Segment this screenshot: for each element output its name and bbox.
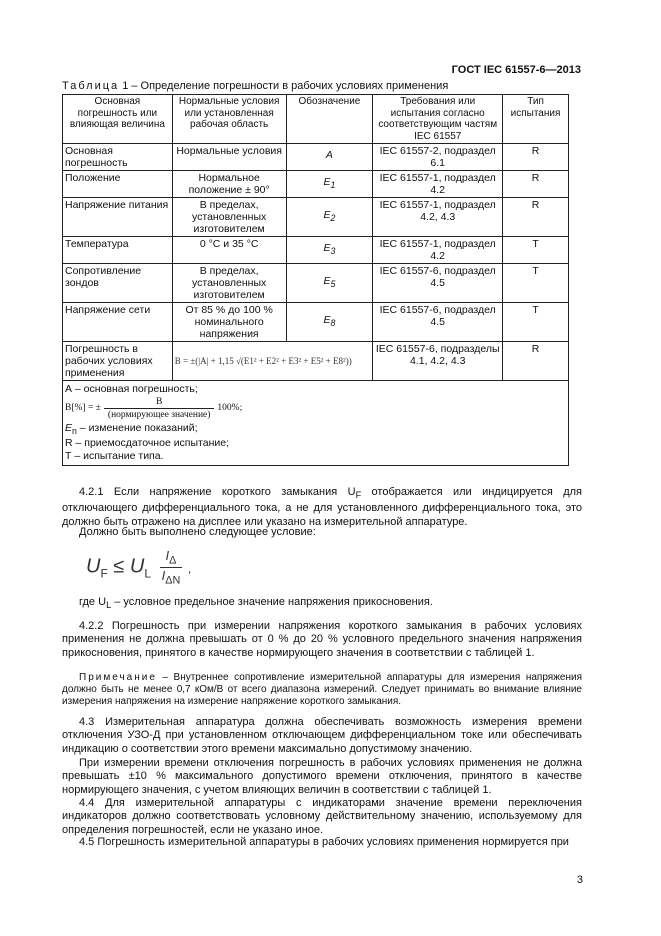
table-row-total [63, 342, 569, 381]
cell-condition: Нормальные условия [172, 144, 286, 171]
cell-requirement: IEC 61557-6, подраздел 4.5 [373, 303, 503, 342]
cell-quantity: Положение [63, 171, 173, 198]
table-row [63, 144, 569, 171]
cell-symbol: $E_8$ [286, 303, 373, 342]
cell-quantity: Погрешность в рабочих условиях применения [63, 342, 173, 381]
cell-requirement: IEC 61557-2, подраздел 6.1 [373, 144, 503, 171]
cell-symbol: A [286, 144, 373, 171]
header-cell: Нормальные условия или установленная рабочая область [172, 95, 286, 144]
cell-quantity: Напряжение питания [63, 198, 173, 237]
cell-quantity: Температура [63, 237, 173, 264]
table-row [63, 198, 569, 237]
formula-left: B[%] = ± [65, 403, 101, 414]
percent-formula [65, 396, 566, 422]
header-cell: Тип испытания [503, 95, 569, 144]
cell-requirement: IEC 61557-1, подраздел 4.2 [373, 171, 503, 198]
cell-symbol: $E_1$ [286, 171, 373, 198]
condition-intro: Должно быть выполнено следующее условие: [79, 526, 316, 538]
cell-symbol: $E_3$ [286, 237, 373, 264]
formula-fraction: $\frac{B}{\text{(нормирующее значение)}}$ [104, 396, 215, 422]
page-number: 3 [576, 874, 583, 886]
note-paragraph: Примечание – Внутреннее сопротивление измерительной аппаратуры для измерения напряжения должно быть не менее 0,7 кОм/В от всего диапазона измерений. Следует принимать во внимание влияние измерения напряжения на измерение напряжение короткого замыкания. [62, 672, 582, 708]
cell-condition: В пределах, установленных изготовителем [172, 264, 286, 303]
table-notes [63, 381, 569, 466]
cell-quantity: Сопротивление зондов [63, 264, 173, 303]
note-a: А – основная погрешность; [65, 383, 198, 395]
document-code: ГОСТ IEC 61557-6—2013 [451, 64, 581, 76]
cell-test-type: T [503, 237, 569, 264]
paragraph-4-3-b: При измерении времени отключения погрешность в рабочих условиях применения не должна превышать ±10 % максимального допустимого времени отключения, принятого в качестве нормирующего значения, с учетом влияющих величин в соответствии с таблицей 1. [62, 757, 582, 796]
cell-test-type: R [503, 198, 569, 237]
cell-test-type: T [503, 264, 569, 303]
table-row [63, 264, 569, 303]
caption-label: Таблица [62, 80, 120, 92]
error-table [62, 94, 569, 466]
cell-test-type: R [503, 144, 569, 171]
cell-symbol: $E_5$ [286, 264, 373, 303]
table-header-row [63, 95, 569, 144]
cell-condition: Нормальное положение ± 90° [172, 171, 286, 198]
cell-quantity: Напряжение сети [63, 303, 173, 342]
table-caption [62, 80, 448, 92]
table-notes-row [63, 381, 569, 466]
cell-condition: В пределах, установленных изготовителем [172, 198, 286, 237]
paragraph-4-2-1: 4.2.1 Если напряжение короткого замыкания $U_F$ отображается или индицируется для отключающего дифференциального тока, а не для установленного дифференциального тока, это должно быть отражено на дисплее или указано на измерительной аппаратуре. [62, 486, 582, 528]
cell-requirement: IEC 61557-6, подразделы 4.1, 4.2, 4.3 [373, 342, 503, 381]
formula-right: 100%; [217, 403, 243, 414]
cell-condition: 0 °С и 35 °С [172, 237, 286, 264]
cell-test-type: R [503, 342, 569, 381]
cell-requirement: IEC 61557-1, подраздел 4.2, 4.3 [373, 198, 503, 237]
table-row [63, 171, 569, 198]
note-t: Т – испытание типа. [65, 449, 164, 462]
where-clause: где $U_L$ – условное предельное значение напряжения прикосновения. [79, 596, 433, 611]
cell-quantity: Основная погрешность [63, 144, 173, 171]
cell-requirement: IEC 61557-6, подраздел 4.5 [373, 264, 503, 303]
caption-text: 1 – Определение погрешности в рабочих условиях применения [119, 80, 449, 92]
paragraph-4-3: 4.3 Измерительная аппаратура должна обеспечивать возможность измерения времени отключения УЗО-Д при установленном отключающем дифференциальном токе или обеспечивать индикацию о соответствии этого времени максимально допустимому значению. [62, 716, 582, 755]
cell-test-type: T [503, 303, 569, 342]
note-r: R – приемосдаточное испытание; [65, 437, 229, 450]
header-cell: Основная погрешность или влияющая величина [63, 95, 173, 144]
table-row [63, 303, 569, 342]
cell-requirement: IEC 61557-1, подраздел 4.2 [373, 237, 503, 264]
header-cell: Требования или испытания согласно соответствующим частям IEC 61557 [373, 95, 503, 144]
header-cell: Обозначение [286, 95, 373, 144]
paragraph-4-4: 4.4 Для измерительной аппаратуры с индикаторами значение времени переключения индикаторов должно соответствовать условному действительному значению, используемому для определения погрешностей, если не указано иное. [62, 797, 582, 836]
paragraph-4-5: 4.5 Погрешность измерительной аппаратуры в рабочих условиях применения нормируется при [79, 836, 569, 848]
condition-formula: $U_F \le U_L$ $I_\Delta$ $I_{\Delta N}$ , [86, 548, 192, 587]
note-en: $E_n$ – изменение показаний; [65, 421, 198, 436]
table-row [63, 237, 569, 264]
cell-test-type: R [503, 171, 569, 198]
cell-symbol: $E_2$ [286, 198, 373, 237]
cell-error-formula: B = ±(|A| + 1,15 √(E1² + E2² + E3² + E5² + E8²)) [172, 342, 373, 381]
cell-condition: От 85 % до 100 % номинального напряжения [172, 303, 286, 342]
paragraph-4-2-2: 4.2.2 Погрешность при измерении напряжения короткого замыкания в рабочих условиях применения не должна превышать от 0 % до 20 % условного предельного значения напряжения прикосновения, принятого в качестве нормирующего значения в соответствии с таблицей 1. [62, 620, 582, 659]
